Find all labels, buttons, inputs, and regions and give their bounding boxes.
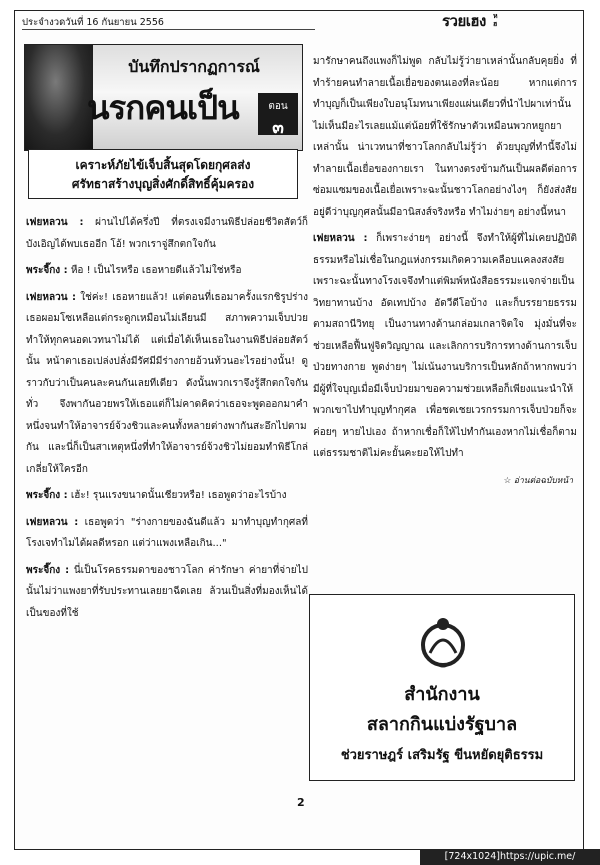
dialog-paragraph: [26, 260, 308, 282]
speaker-name: เฟยหลวน :: [26, 516, 79, 528]
dialog-text: นี่เป็นโรคธรรมดาของชาวโลก ค่ารักษา ค่ายาที่จ่ายไปนั้นไม่ว่าแพงยาที่รับประทานเลยยาฉีดเลย ล้วนเป็นสิ่งที่มองเห็นได้ เป็นของที่ใช้: [26, 564, 308, 619]
speaker-name: เฟยหลวน :: [26, 291, 77, 303]
episode-badge: [258, 93, 298, 138]
masthead-logo: รวยเฮง: [442, 12, 486, 30]
speaker-name: พระจี๊กง :: [26, 564, 70, 576]
article-title: นรกคนเป็น: [87, 88, 239, 127]
dialog-paragraph: [26, 485, 308, 507]
ad-org-line-1: สำนักงาน: [404, 684, 480, 705]
subtitle-banner: [28, 149, 298, 199]
dialog-paragraph: [26, 560, 308, 625]
dialog-paragraph: [313, 228, 577, 465]
header-rule: [22, 29, 315, 30]
subtitle-line-1: เคราะห์ภัยไข้เจ็บสิ้นสุดโดยกุศลส่ง: [75, 158, 251, 172]
ad-org-name: [310, 680, 574, 740]
speaker-name: เฟยหลวน :: [313, 233, 368, 244]
masthead-sub: ห ฮ: [493, 12, 498, 28]
dialog-text: เฮ้ะ! รุนแรงขนาดนั้นเชียวหรือ! เธอพูดว่าอะไรบ้าง: [70, 490, 287, 501]
dialog-paragraph: [26, 287, 308, 481]
ad-org-line-2: สลากกินแบ่งรัฐบาล: [366, 714, 518, 735]
speaker-name: เฟยหลวน :: [26, 217, 84, 228]
dialog-text: ก็เพราะง่ายๆ อย่างนี้ จึงทำให้ผู้ที่ไม่เคยปฏิบัติธรรมหรือไม่เชื่อในกฎแห่งกรรมเกิดความเคลือบแคลงสงสัยเพราะฉะนั้นทางโรงเจจึงทำแต่พิมพ์หนังสือธรรมะแจกจ่ายเป็นวิทยาทานบ้าง อัดเทปบ้าง อัดวีดีโอบ้าง และก็บรรยายธรรมตามสถานีวิทยุ เป็นงานทางด้านกล่อมเกลาจิตใจ มุ่งมั่นที่จะช่วยเหลือฟื้นฟูจิตวิญญาณ และเลิกการบริการทางด้านการเจ็บป่วยทางกาย พูดง่ายๆ ไม่เน้นงานบริการเป็นหลักถ้าหากพบว่ามีผู้ที่ใจบุญเมื่อมีเจ็บป่วยมาขอความช่วยเหลือก็เพียงแนะนำให้พวกเขาไปทำบุญทำกุศล เพื่อชดเชยเวรกรรมการเจ็บป่วยก็จะค่อยๆ หายไปเอง ถ้าหากเชื่อก็ให้ไปทำกันเองหากไม่เชื่อก็ตามแต่ธรรมชาติไม่คะยั้นคะยอให้ไปทำ: [313, 233, 577, 459]
speaker-name: พระจี๊กง :: [26, 490, 68, 501]
issue-date: ประจำงวดวันที่ 16 กันยายน 2556: [22, 17, 164, 28]
right-column: [313, 51, 577, 492]
lottery-logo-icon: [420, 613, 466, 671]
speaker-name: พระจี๊กง :: [26, 265, 68, 276]
lottery-ad: [309, 594, 575, 781]
subtitle-line-2: ศรัทธาสร้างบุญสิ่งศักดิ์สิทธิ์คุ้มครอง: [71, 177, 255, 191]
dialog-text: ใช่ค่ะ! เธอหายแล้ว! แต่ตอนที่เธอมาครั้งแรกชิรูปร่างเธอผอมโซเหลือแต่กระดูกเหมือนไม่เลียนมี สภาพความเจ็บปวยทำให้ทุกคนอดเวทนาไม่ได้ แต่เมื่อได้เห็นเธอในงานพิธีปล่อยสัตว์นั้น หน้าตาเธอเปล่งปลั่งมีรัศมีมีร่างกายอ้วนท้วนอะไรอย่างนั้น! ดูราวกับว่าเป็นคนละคนกันเลยทีเดียว ดังนั้นพวกเราจึงรู้สึกตกใจกันทั่ว จึงพากันอวยพรให้เธอแต่ก็ไม่คาดคิดว่าเธอจะพูดออกมาคำหนึ่งจนทำให้อาจารย์จ้วงชิวและคนทั้งหลายต่างพากันสะอึกไปตามกัน และนี่ก็เป็นสาเหตุหนึ่งที่ทำให้อาจารย์จ้วงชิวไม่ยอมทำพิธีโกล่เกลี่ยให้ใครอีก: [26, 291, 308, 475]
dialog-text: ผ่านไปได้ครึ่งปี ที่ตรงเจมีงานพิธีปล่อยชีวิตสัตว์ก็บังเอิญได้พบเธออีก โอ้! พวกเราจู่สึกตกใจกัน: [26, 217, 308, 250]
page-number: 2: [297, 796, 305, 809]
episode-number: ๓: [272, 118, 284, 138]
episode-label: ตอน: [268, 101, 288, 112]
ad-slogan: ช่วยราษฎร์ เสริมรัฐ ขีนหยัดยุติธรรม: [340, 748, 544, 763]
title-photo: [25, 45, 93, 150]
dialog-paragraph: [26, 212, 308, 255]
dialog-text: หือ ! เป็นไรหรือ เธอหายดีแล้วไม่ใช่หรือ: [70, 265, 242, 276]
dialog-text: เธอพูดว่า "ร่างกายของฉันดีแล้ว มาทำบุญทำกุศลที่โรงเจทำไมได้ผลดีหรอก แต่ว่าแพงเหลือเกิน...": [26, 516, 308, 549]
title-box: [24, 44, 303, 151]
continued-note: ☆ อ่านต่อฉบับหน้า: [503, 475, 573, 486]
image-watermark: [724x1024]https://upic.me/: [420, 849, 600, 865]
dialog-paragraph: [313, 51, 577, 223]
series-title: บันทึกปรากฏการณ์: [128, 57, 260, 76]
dialog-text: มารักษาคนถึงแพงก็ไม่พูด กลับไม่รู้ว่ายาเหล่านั้นกลับคุยยิ่ง ที่ทำร้ายคนทำลายเนื้อเยื่อของตนเองที่ละน้อย หากแต่การทำบุญก็เป็นเพียงใบอนุโมทนาเพียงแผ่นเดียวที่นำไปผาเท่านั้น ไม่เห็นมีอะไรเลยแม้แต่น้อยที่ใช้รักษาตัวเหมือนพวกหยูกยาเหล่านั้น น่าเวทนาที่ชาวโลกกลับไม่รู้ว่า ด้วยบุญที่ทำนี้จึงไม่ทำลายเนื้อเยื่อของกายเรา ในทางตรงข้ามกันเป็นผลดีต่อการซ่อมแซมของเนื้อเยื่อเพราะฉะนั้นชาวโลกอย่างไงๆ ก็ยังส่งสัยอยู่ดีว่าบุญกุศลนั้นมีอานิสงส์จริงหรือ ทำไมง่ายๆ อย่างนี้หนา: [313, 56, 577, 218]
left-column: [26, 212, 308, 629]
dialog-paragraph: [26, 512, 308, 555]
